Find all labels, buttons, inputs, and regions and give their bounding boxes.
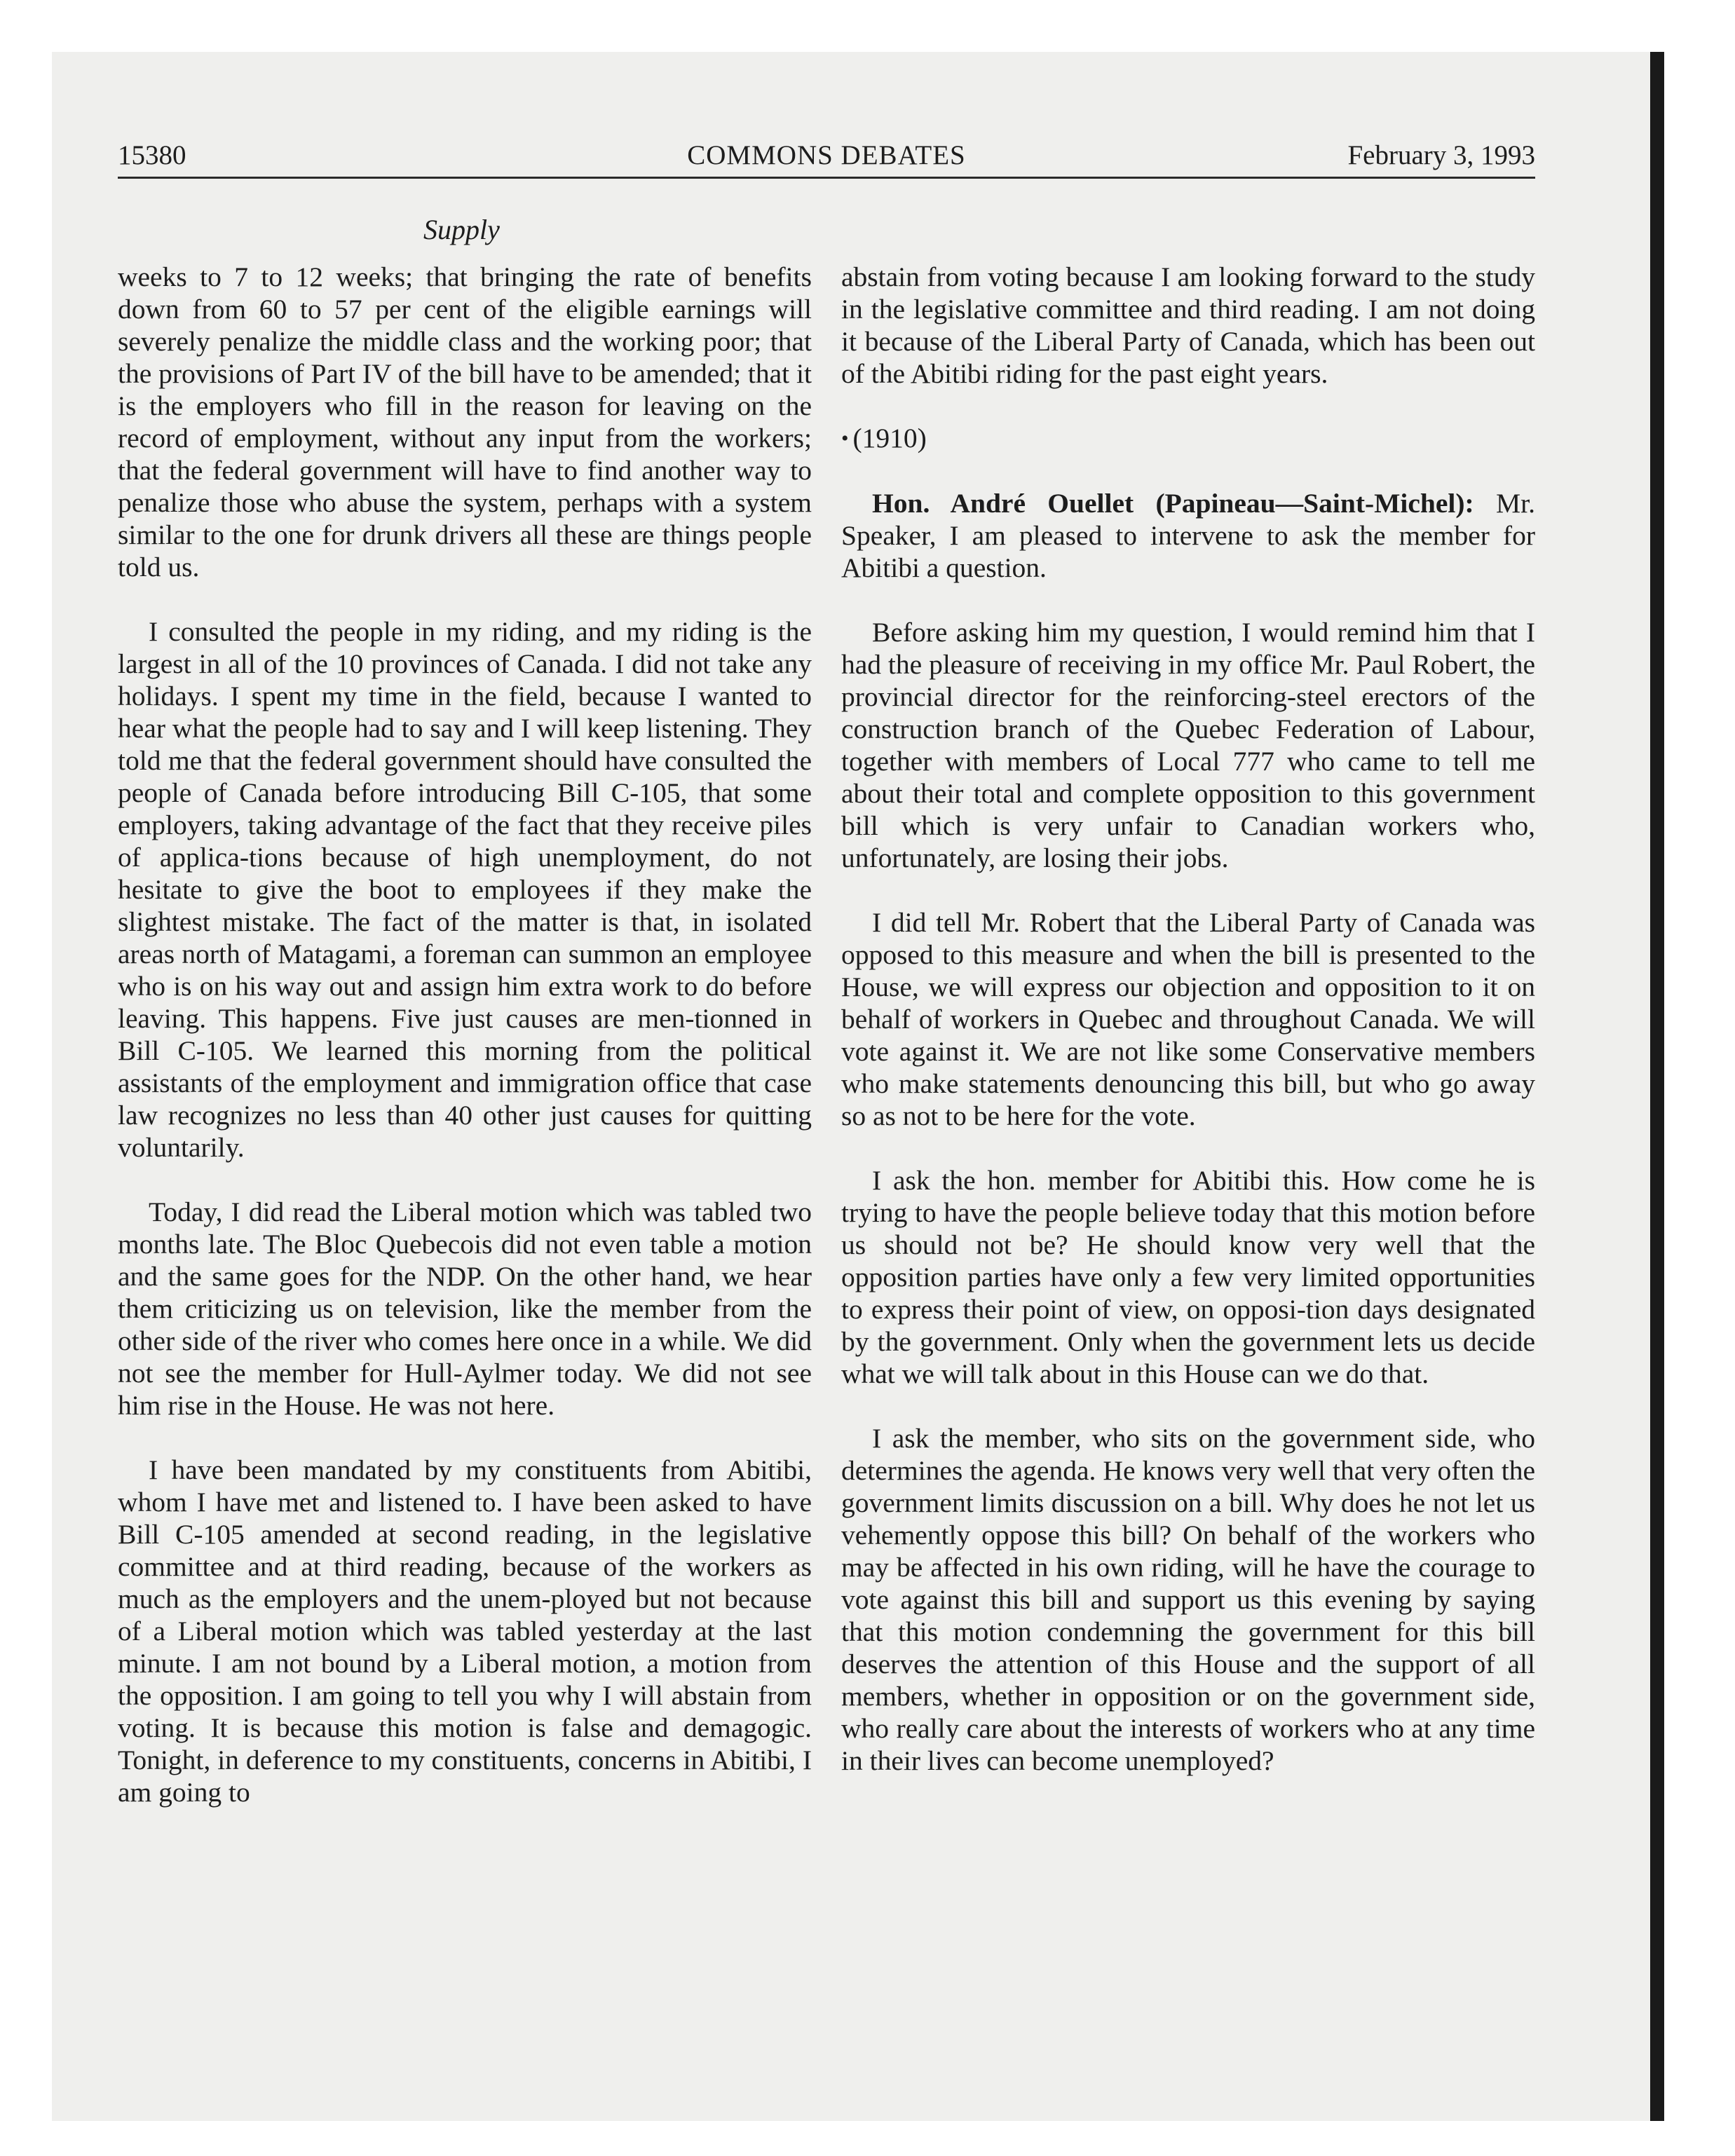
page-date: February 3, 1993 xyxy=(1347,140,1535,170)
page-header xyxy=(118,135,1535,179)
paragraph: weeks to 7 to 12 weeks; that bringing the rate of benefits down from 60 to 57 per cent of the eligible earnings will severely penalize the middle class and the working poor; that the provisions of Part IV of the bill have to be amended; that it is the employers who fill in the reason for leaving on the record of employment, without any input from the workers; that the federal government will have to find another way to penalize those who abuse the system, perhaps with a system similar to the one for drunk drivers all these are things people told us. xyxy=(118,261,812,582)
paragraph: I have been mandated by my constituents from Abitibi, whom I have met and listened to. I have been asked to have Bill C-105 amended at second reading, in the legislative committee and at third reading, because of the workers as much as the employers and the unem-ployed but not because of a Liberal motion which was tabled yesterday at the last minute. I am not bound by a Liberal motion, a motion from the opposition. I am going to tell you why I will abstain from voting. It is because this motion is false and demagogic. Tonight, in deference to my constituents, concerns in Abitibi, I am going to xyxy=(118,1454,812,1808)
publication-title: COMMONS DEBATES xyxy=(687,140,966,170)
timestamp-text: (1910) xyxy=(852,423,927,453)
speaker-text: Mr. Speaker, I am pleased to intervene to ask the member for Abitibi a question. xyxy=(841,488,1535,583)
left-column xyxy=(118,261,812,1841)
bullet-icon: • xyxy=(841,427,849,450)
paragraph: Before asking him my question, I would remind him that I had the pleasure of receiving in my office Mr. Paul Robert, the provincial director for the reinforcing-steel erectors of the construction branch of the Quebec Federation of Labour, together with members of Local 777 who came to tell me about their total and complete opposition to this government bill which is very unfair to Canadian workers who, unfortunately, are losing their jobs. xyxy=(841,617,1535,873)
speaker-name: Hon. André Ouellet (Papineau—Saint-Michel): xyxy=(872,488,1474,519)
paragraph: I ask the member, who sits on the government side, who determines the agenda. He knows very well that very often the government limits discussion on a bill. Why does he not let us vehemently oppose this bill? On behalf of the workers who may be affected in his own riding, will he have the courage to vote against this bill and support us this evening by saying that this motion condemning the government for this bill deserves the attention of this House and the support of all members, whether in opposition or on the government side, who really care about the interests of workers who at any time in their lives can become unemployed? xyxy=(841,1423,1535,1776)
timestamp xyxy=(841,422,1535,455)
page-number: 15380 xyxy=(118,140,186,170)
paragraph: abstain from voting because I am looking forward to the study in the legislative committee and third reading. I am not doing it because of the Liberal Party of Canada, which has been out of the Abitibi riding for the past eight years. xyxy=(841,261,1535,389)
speaker-paragraph xyxy=(841,487,1535,584)
paragraph: Today, I did read the Liberal motion which was tabled two months late. The Bloc Quebecois did not even table a motion and the same goes for the NDP. On the other hand, we hear them criticizing us on television, like the member from the other side of the river who comes here once in a while. We did not see the member for Hull-Aylmer today. We did not see him rise in the House. He was not here. xyxy=(118,1196,812,1421)
section-label: Supply xyxy=(423,214,500,245)
paragraph: I consulted the people in my riding, and my riding is the largest in all of the 10 provinces of Canada. I did not take any holidays. I spent my time in the field, because I wanted to hear what the people had to say and I will keep listening. They told me that the federal government should have consulted the people of Canada before introducing Bill C-105, that some employers, taking advantage of the fact that they receive piles of applica-tions because of high unemployment, do not hesitate to give the boot to employees if they make the slightest mistake. The fact of the matter is that, in isolated areas north of Matagami, a foreman can summon an employee who is on his way out and assign him extra work to do before leaving. This happens. Five just causes are men-tionned in Bill C-105. We learned this morning from the political assistants of the employment and immigration office that case law recognizes no less than 40 other just causes for quitting voluntarily. xyxy=(118,616,812,1163)
right-column xyxy=(841,261,1535,1809)
paragraph: I ask the hon. member for Abitibi this. How come he is trying to have the people believe today that this motion before us should not be? He should know very well that the opposition parties have only a few very limited opportunities to express their point of view, on opposi-tion days designated by the government. Only when the government lets us decide what we will talk about in this House can we do that. xyxy=(841,1165,1535,1389)
paragraph: I did tell Mr. Robert that the Liberal Party of Canada was opposed to this measure and when the bill is presented to the House, we will express our objection and opposition to it on behalf of workers in Quebec and throughout Canada. We will vote against it. We are not like some Conservative members who make statements denouncing this bill, but who go away so as not to be here for the vote. xyxy=(841,907,1535,1131)
